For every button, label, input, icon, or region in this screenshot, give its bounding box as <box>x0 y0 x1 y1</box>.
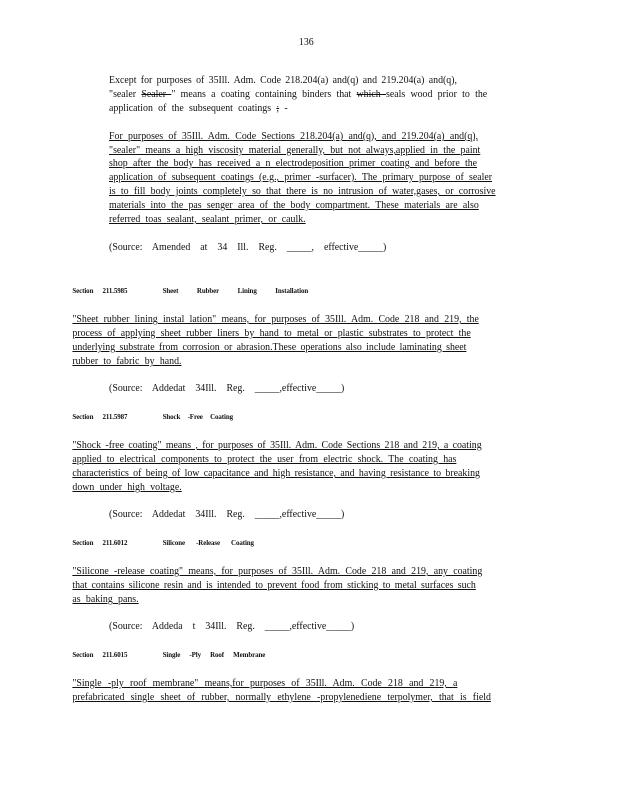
line-text: application of the subsequent coatings <box>109 103 277 114</box>
inserted-line: process of applying sheet rubber liners by hand to metal or plastic substrates to protect the <box>72 328 471 339</box>
section-title: Sheet Rubber Lining Installation <box>162 286 309 295</box>
paragraph-line <box>109 102 288 115</box>
section-heading <box>72 536 254 549</box>
section-number: Section 211.6015 <box>72 650 128 659</box>
section-number: Section 211.6012 <box>72 538 128 547</box>
inserted-line: "Silicone -release coating" means, for purposes of 35Ill. Adm. Code 218 and 219, any coating <box>72 566 483 577</box>
section-title: Single -Ply Roof Membrane <box>162 650 266 659</box>
paragraph-line: Except for purposes of 35Ill. Adm. Code 218.204(a) and(q) and 219.204(a) and(q), <box>109 75 458 86</box>
inserted-line: applied to electrical components to protect the user from electric shock. The coating has <box>72 454 457 465</box>
paragraph-line <box>109 88 487 101</box>
deleted-text: Sealer <box>141 89 172 100</box>
inserted-line: "sealer" means a high viscosity material generally, but not always,applied in the paint <box>109 145 481 156</box>
inserted-line: shop after the body has received a n electrodeposition primer coating and before the <box>109 158 478 169</box>
section-title: Shock -Free Coating <box>162 412 233 421</box>
source-note: (Source: Addeda t 34Ill. Reg. _____,effective_____) <box>109 621 355 632</box>
section-heading <box>72 410 233 423</box>
line-text: - <box>279 103 288 114</box>
line-text: " means a coating containing binders that <box>171 89 357 100</box>
source-note: (Source: Addedat 34Ill. Reg. _____,effective_____) <box>109 509 345 520</box>
inserted-line: down under high voltage. <box>72 482 182 493</box>
inserted-line: as baking pans. <box>72 594 139 605</box>
inserted-line: referred toas sealant, sealant primer, or caulk. <box>109 214 306 225</box>
inserted-line: "Shock -free coating" means , for purposes of 35Ill. Adm. Code Sections 218 and 219, a coating <box>72 440 482 451</box>
inserted-line: "Sheet rubber lining instal lation" means, for purposes of 35Ill. Adm. Code 218 and 219, the <box>72 314 479 325</box>
source-note: (Source: Amended at 34 Ill. Reg. _____, effective_____) <box>109 242 387 253</box>
inserted-line: "Single -ply roof membrane" means,for purposes of 35Ill. Adm. Code 218 and 219, a <box>72 678 458 689</box>
inserted-line: materials into the pas senger area of the body compartment. These materials are also <box>109 200 479 211</box>
section-number: Section 211.5985 <box>72 286 128 295</box>
inserted-line: rubber to fabric by hand. <box>72 356 182 367</box>
section-title: Silicone -Release Coating <box>162 538 254 547</box>
source-note: (Source: Addedat 34Ill. Reg. _____,effective_____) <box>109 383 345 394</box>
inserted-line: is to fill body joints completely so that there is no intrusion of water,gases, or corrosive <box>109 186 496 197</box>
inserted-line: application of subsequent coatings (e.g., primer -surfacer). The primary purpose of sealer <box>109 172 493 183</box>
line-text: "sealer <box>109 89 142 100</box>
deleted-text: which <box>356 89 386 100</box>
inserted-line: characteristics of being of low capacitance and high resistance, and having resistance to breaking <box>72 468 480 479</box>
inserted-line: prefabricated single sheet of rubber, normally ethylene -propylenediene terpolymer, that is field <box>72 692 491 703</box>
deleted-text: ; <box>276 103 280 114</box>
inserted-line: underlying substrate from corrosion or abrasion.These operations also include laminating sheet <box>72 342 467 353</box>
inserted-line: For purposes of 35Ill. Adm. Code Sections 218.204(a) and(q), and 219.204(a) and(q), <box>109 131 479 142</box>
section-number: Section 211.5987 <box>72 412 128 421</box>
line-text: seals wood prior to the <box>385 89 488 100</box>
section-heading <box>72 648 265 661</box>
page-number: 136 <box>298 37 314 48</box>
section-heading <box>72 284 308 297</box>
inserted-line: that contains silicone resin and is intended to prevent food from sticking to metal surfaces such <box>72 580 476 591</box>
